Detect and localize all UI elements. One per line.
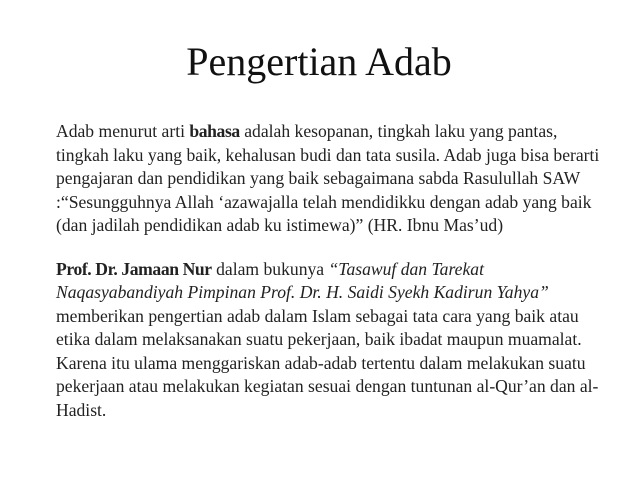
- paragraph-2-connector: dalam bukunya: [211, 258, 329, 279]
- paragraph-1-intro: Adab menurut arti: [56, 121, 190, 141]
- slide-body: [56, 120, 604, 422]
- keyword-bahasa: bahasa: [189, 121, 240, 141]
- paragraph-definition-islam: [56, 258, 604, 423]
- slide-title: Pengertian Adab: [186, 39, 452, 84]
- paragraph-1-text: adalah kesopanan, tingkah laku yang pantas, tingkah laku yang baik, kehalusan budi dan tata susila. Adab juga bisa berarti pengajaran dan pendidikan yang baik sebagaimana sabda Rasulullah SAW :“Sesungguhnya Allah ‘azawajalla telah mendidikku dengan adab yang baik (dan jadilah pendidikan adab ku istimewa)” (HR. Ibnu Mas’ud): [56, 121, 600, 235]
- book-title: “Tasawuf dan Tarekat Naqasyabandiyah Pimpinan Prof. Dr. H. Saidi Syekh Kadirun Yahya”: [56, 258, 549, 302]
- author-name: Prof. Dr. Jamaan Nur: [56, 258, 212, 279]
- paragraph-definition-language: [56, 120, 604, 238]
- paragraph-2-text: memberikan pengertian adab dalam Islam sebagai tata cara yang baik atau etika dalam melaksanakan suatu pekerjaan, baik ibadat maupun muamalat. Karena itu ulama menggariskan adab-adab tertentu dalam melakukan suatu pekerjaan atau melakukan kegiatan sesuai dengan tuntunan al-Qur’an dan al-Hadist.: [56, 305, 599, 420]
